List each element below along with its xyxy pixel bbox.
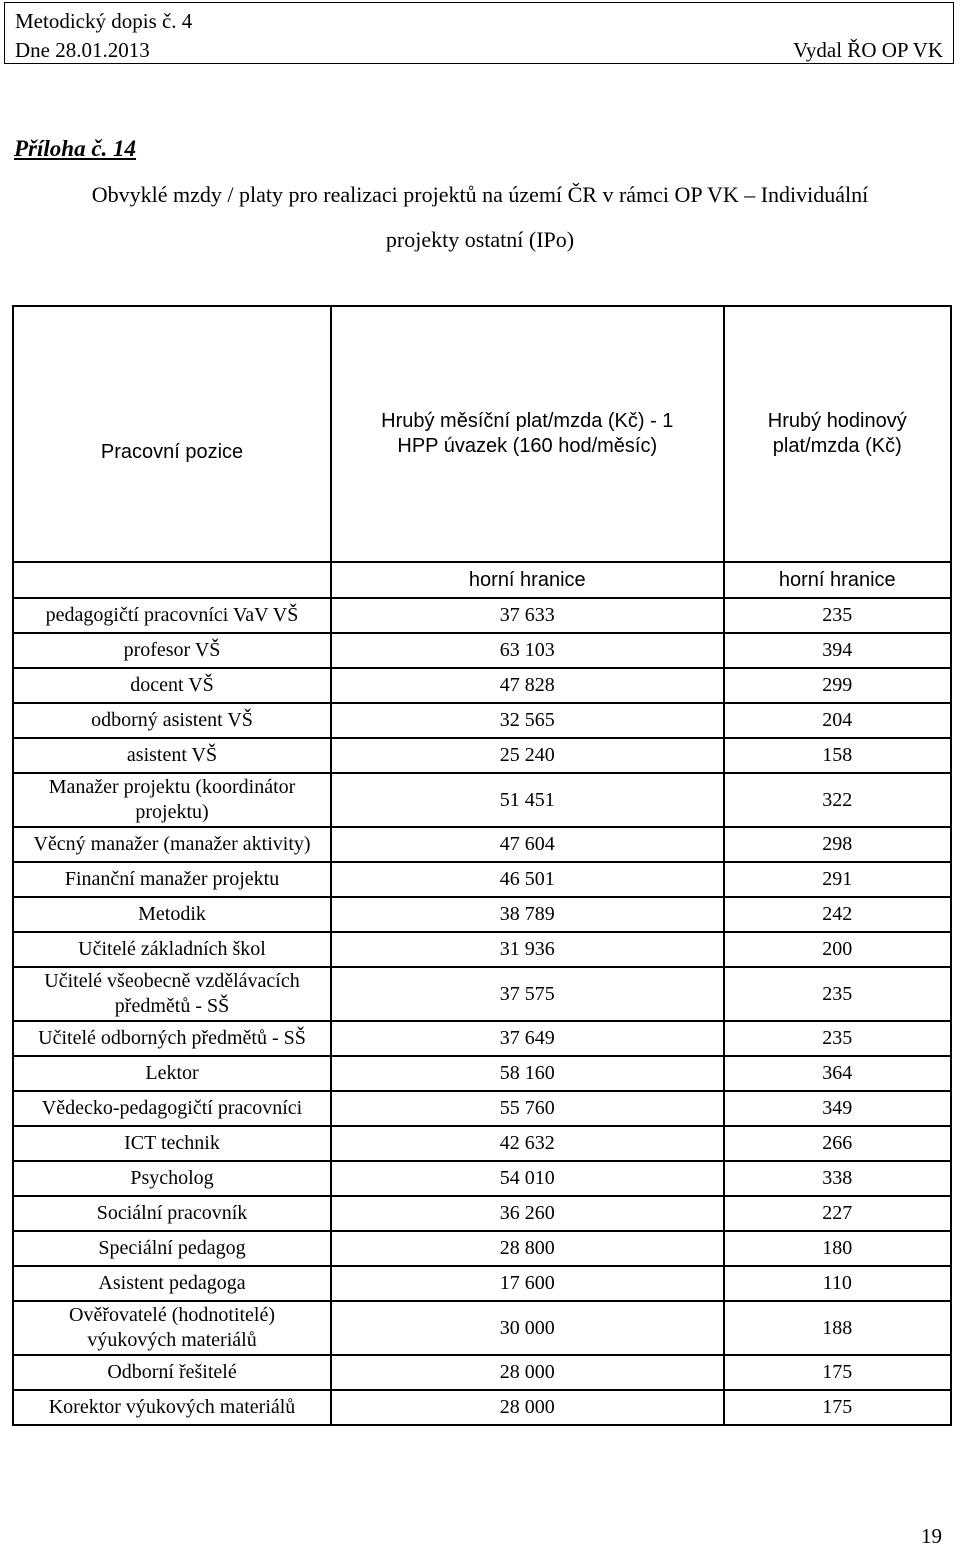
table-row (13, 1390, 951, 1425)
cell-monthly-salary: 54 010 (331, 1161, 724, 1196)
cell-hourly-salary: 110 (724, 1266, 951, 1301)
cell-monthly-salary: 30 000 (331, 1301, 724, 1355)
cell-hourly-salary: 291 (724, 862, 951, 897)
cell-hourly-salary: 180 (724, 1231, 951, 1266)
cell-monthly-salary: 28 000 (331, 1390, 724, 1425)
cell-hourly-salary: 235 (724, 1021, 951, 1056)
appendix-label: Příloha č. 14 (14, 136, 137, 161)
cell-monthly-salary: 63 103 (331, 633, 724, 668)
page-number: 19 (921, 1524, 942, 1548)
table-row (13, 897, 951, 932)
cell-monthly-salary: 32 565 (331, 703, 724, 738)
cell-position: asistent VŠ (13, 738, 331, 773)
document-title (0, 172, 960, 262)
cell-monthly-salary: 36 260 (331, 1196, 724, 1231)
header-letter-title: Metodický dopis č. 4 (15, 9, 193, 33)
table-header-row (13, 306, 951, 562)
cell-monthly-salary: 28 000 (331, 1355, 724, 1390)
table-row (13, 1021, 951, 1056)
cell-position: Manažer projektu (koordinátor projektu) (13, 773, 331, 827)
table-row (13, 967, 951, 1021)
cell-position: Ověřovatelé (hodnotitelé) výukových materiálů (13, 1301, 331, 1355)
cell-position: Vědecko-pedagogičtí pracovníci (13, 1091, 331, 1126)
cell-position: Lektor (13, 1056, 331, 1091)
cell-hourly-salary: 188 (724, 1301, 951, 1355)
cell-monthly-salary: 37 649 (331, 1021, 724, 1056)
cell-position: pedagogičtí pracovníci VaV VŠ (13, 598, 331, 633)
table-row (13, 1091, 951, 1126)
table-row (13, 598, 951, 633)
cell-position: docent VŠ (13, 668, 331, 703)
cell-hourly-salary: 364 (724, 1056, 951, 1091)
cell-hourly-salary: 298 (724, 827, 951, 862)
cell-monthly-salary: 28 800 (331, 1231, 724, 1266)
cell-monthly-salary: 47 604 (331, 827, 724, 862)
table-row (13, 1266, 951, 1301)
table-row (13, 738, 951, 773)
cell-hourly-salary: 200 (724, 932, 951, 967)
cell-monthly-salary: 55 760 (331, 1091, 724, 1126)
cell-position: Odborní řešitelé (13, 1355, 331, 1390)
col-header-position: Pracovní pozice (13, 306, 331, 562)
cell-position: Učitelé základních škol (13, 932, 331, 967)
cell-monthly-salary: 38 789 (331, 897, 724, 932)
cell-position: Učitelé všeobecně vzdělávacích předmětů - SŠ (13, 967, 331, 1021)
cell-monthly-salary: 37 575 (331, 967, 724, 1021)
cell-monthly-salary: 47 828 (331, 668, 724, 703)
cell-position: Finanční manažer projektu (13, 862, 331, 897)
cell-hourly-salary: 242 (724, 897, 951, 932)
subheader-monthly: horní hranice (331, 562, 724, 598)
table-row (13, 827, 951, 862)
cell-hourly-salary: 322 (724, 773, 951, 827)
title-line-1: Obvyklé mzdy / platy pro realizaci projektů na území ČR v rámci OP VK – Individuální (91, 182, 869, 207)
table-subheader-row (13, 562, 951, 598)
cell-hourly-salary: 204 (724, 703, 951, 738)
cell-hourly-salary: 394 (724, 633, 951, 668)
table-row (13, 1301, 951, 1355)
cell-hourly-salary: 227 (724, 1196, 951, 1231)
document-header (4, 2, 954, 64)
table-row (13, 1056, 951, 1091)
cell-position: Učitelé odborných předmětů - SŠ (13, 1021, 331, 1056)
cell-position: Speciální pedagog (13, 1231, 331, 1266)
table-row (13, 668, 951, 703)
cell-monthly-salary: 31 936 (331, 932, 724, 967)
cell-position: Korektor výukových materiálů (13, 1390, 331, 1425)
table-row (13, 1161, 951, 1196)
cell-position: Metodik (13, 897, 331, 932)
cell-position: ICT technik (13, 1126, 331, 1161)
cell-monthly-salary: 51 451 (331, 773, 724, 827)
cell-hourly-salary: 158 (724, 738, 951, 773)
table-row (13, 862, 951, 897)
cell-monthly-salary: 17 600 (331, 1266, 724, 1301)
col-header-hourly: Hrubý hodinový plat/mzda (Kč) (724, 306, 951, 562)
cell-hourly-salary: 299 (724, 668, 951, 703)
table-row (13, 633, 951, 668)
cell-position: Sociální pracovník (13, 1196, 331, 1231)
subheader-hourly: horní hranice (724, 562, 951, 598)
cell-position: Věcný manažer (manažer aktivity) (13, 827, 331, 862)
salary-table-body (13, 306, 951, 1425)
cell-position: Psycholog (13, 1161, 331, 1196)
cell-monthly-salary: 25 240 (331, 738, 724, 773)
cell-position: odborný asistent VŠ (13, 703, 331, 738)
subheader-position (13, 562, 331, 598)
title-line-2: projekty ostatní (IPo) (385, 227, 575, 252)
cell-hourly-salary: 349 (724, 1091, 951, 1126)
header-date: Dne 28.01.2013 (15, 38, 150, 62)
table-row (13, 1231, 951, 1266)
cell-position: Asistent pedagoga (13, 1266, 331, 1301)
col-header-monthly: Hrubý měsíční plat/mzda (Kč) - 1 HPP úvazek (160 hod/měsíc) (331, 306, 724, 562)
cell-hourly-salary: 235 (724, 967, 951, 1021)
cell-hourly-salary: 338 (724, 1161, 951, 1196)
cell-monthly-salary: 58 160 (331, 1056, 724, 1091)
table-row (13, 932, 951, 967)
cell-monthly-salary: 37 633 (331, 598, 724, 633)
table-row (13, 1196, 951, 1231)
header-issuer: Vydal ŘO OP VK (793, 38, 943, 62)
cell-monthly-salary: 42 632 (331, 1126, 724, 1161)
cell-monthly-salary: 46 501 (331, 862, 724, 897)
table-row (13, 703, 951, 738)
table-row (13, 773, 951, 827)
table-row (13, 1355, 951, 1390)
table-row (13, 1126, 951, 1161)
cell-hourly-salary: 175 (724, 1355, 951, 1390)
cell-hourly-salary: 175 (724, 1390, 951, 1425)
cell-position: profesor VŠ (13, 633, 331, 668)
salary-table (12, 305, 952, 1426)
cell-hourly-salary: 235 (724, 598, 951, 633)
cell-hourly-salary: 266 (724, 1126, 951, 1161)
